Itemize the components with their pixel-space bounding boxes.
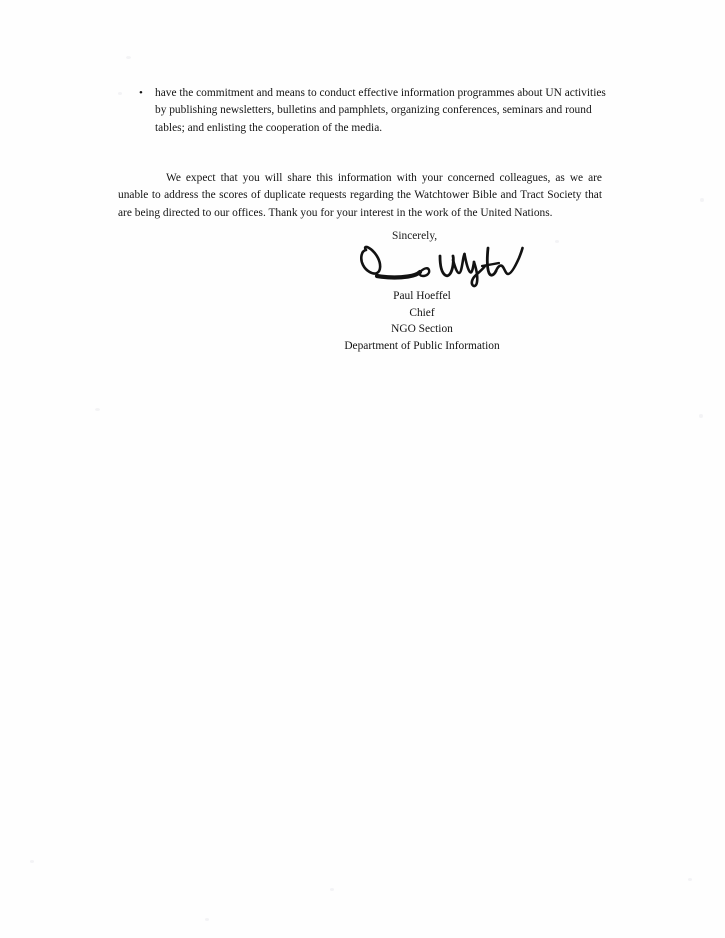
signer-name: Paul Hoeffel bbox=[393, 290, 451, 302]
scan-speckle bbox=[205, 918, 209, 921]
signer-department: Department of Public Information bbox=[344, 339, 500, 352]
scan-speckle bbox=[95, 408, 100, 411]
bullet-item-text: have the commitment and means to conduct effective information programmes about UN activities by publishing newsletters, bulletins and pamphlets, organizing conferences, seminars and round tables; and enlisting the cooperation of the media. bbox=[155, 87, 606, 134]
handwritten-signature bbox=[358, 240, 533, 292]
scan-speckle bbox=[30, 860, 34, 863]
scan-speckle bbox=[126, 56, 131, 59]
bullet-marker-icon: • bbox=[139, 87, 143, 99]
scan-speckle bbox=[699, 414, 703, 418]
signature-block bbox=[262, 288, 582, 354]
scan-speckle bbox=[555, 240, 559, 243]
signer-section: NGO Section bbox=[391, 323, 453, 336]
closing-paragraph: We expect that you will share this information with your concerned colleagues, as we are unable to address the scores of duplicate requests regarding the Watchtower Bible and Tract Society that are being directed to our offices. Thank you for your interest in the work of the United Nations. bbox=[118, 172, 602, 219]
signer-title: Chief bbox=[409, 306, 435, 319]
valediction: Sincerely, bbox=[392, 230, 438, 242]
scan-speckle bbox=[330, 888, 334, 891]
scan-speckle bbox=[700, 198, 704, 202]
scan-speckle bbox=[688, 878, 692, 881]
bullet-list-item bbox=[118, 85, 610, 137]
